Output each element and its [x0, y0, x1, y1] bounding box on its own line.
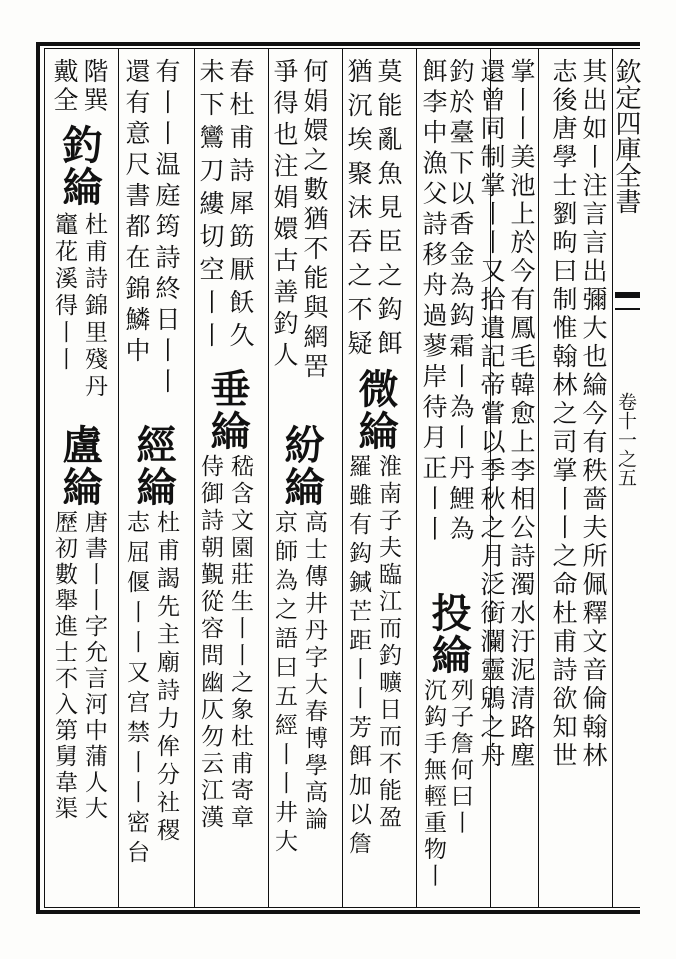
text-column-16a: 戴全: [50, 58, 79, 115]
text-column-14b: 志屈偃丨丨又宫禁丨丨密台: [123, 510, 149, 870]
text-column-2: 志後唐學士劉昫曰制惟翰林之司掌丨丨之命杜甫詩欲知世: [549, 58, 578, 771]
text-column-9a: 何娟嬛之數猶不能與網罟: [300, 58, 329, 383]
text-column-1: 其出如丨注言言出彌大也綸今有秩嗇夫所佩釋文音倫翰林: [579, 58, 608, 771]
text-column-15a: 階巽: [80, 58, 109, 115]
text-column-6a: 餌李中漁父詩移舟過蓼岸待月正丨丨: [419, 58, 448, 546]
text-column-12a: 未下鸞刀縷切空丨丨: [196, 58, 225, 355]
text-column-10a: 爭得也注娟嬛古善釣人: [270, 58, 299, 373]
text-column-9b: 高士傳井丹字大春博學高論: [301, 510, 327, 834]
text-column-16c: 歷初數舉進士不入第舅韋渠: [51, 510, 77, 822]
headword-jing-lun: 經綸: [130, 424, 177, 508]
header-divider: [615, 292, 640, 298]
headword-fen-lun: 紛綸: [278, 424, 325, 508]
text-column-13b: 杜甫謁先主廟詩力侔分社稷: [153, 510, 179, 846]
text-column-16b: 竈花溪得丨丨: [51, 212, 77, 374]
text-column-11a: 春杜甫詩犀筯厭飫久: [226, 58, 255, 355]
text-column-15b: 杜甫詩錦里殘丹: [81, 212, 107, 401]
text-column-7a: 莫能亂魚見臣之鈎餌: [374, 58, 403, 364]
column-divider: [194, 48, 195, 908]
text-column-3: 掌丨丨美池上於今有鳳毛韓愈上李相公詩濁水汙泥清路塵: [507, 58, 536, 771]
text-column-5a: 釣於臺下以香金為鈎霜丨為丨丹鯉為: [446, 58, 475, 546]
text-column-15c: 唐書丨丨字允言河中蒲人大: [81, 510, 107, 822]
headword-tou-lun: 投綸: [425, 592, 472, 676]
column-divider: [342, 48, 343, 908]
column-divider: [268, 48, 269, 908]
text-column-11b: 嵇含文園莊生丨丨之象杜甫寄章: [227, 454, 253, 832]
text-column-5b: 列子詹何曰丨: [447, 678, 473, 837]
column-divider: [538, 48, 539, 908]
text-column-13a: 有丨丨温庭筠詩終日丨丨: [152, 58, 181, 399]
column-divider: [118, 48, 119, 908]
text-column-8b: 羅雖有鈎鍼芒距丨丨芳餌加以詹: [345, 454, 371, 860]
headword-chui-lun: 垂綸: [204, 368, 251, 452]
text-column-8a: 猶沉埃聚沫吞之不疑: [344, 58, 373, 364]
text-column-14a: 還有意尺書都在錦鱗中: [122, 58, 151, 368]
text-column-4: 還曾同制掌丨丨又拾遺記帝嘗以季秋之月泛銜瀾靈鶂之舟: [477, 58, 506, 771]
book-title: 欽定四庫全書: [611, 58, 641, 214]
headword-diao-lun: 釣綸: [56, 124, 103, 208]
text-column-7b: 淮南子夫臨江而釣曠日而不能盈: [375, 454, 401, 832]
volume-label: 卷十一之五: [615, 392, 637, 487]
column-divider: [416, 48, 417, 908]
text-column-10b: 京師為之語曰五經丨丨井大: [271, 510, 297, 858]
headword-wei-lun: 微綸: [352, 368, 399, 452]
text-column-12b: 侍御詩朝覲從容問幽仄勿云江漢: [197, 454, 223, 832]
header-divider-thin: [615, 308, 640, 310]
text-column-6b: 沉鈎手無輕重物丨: [420, 678, 446, 890]
headword-lu-lun: 盧綸: [56, 424, 103, 508]
